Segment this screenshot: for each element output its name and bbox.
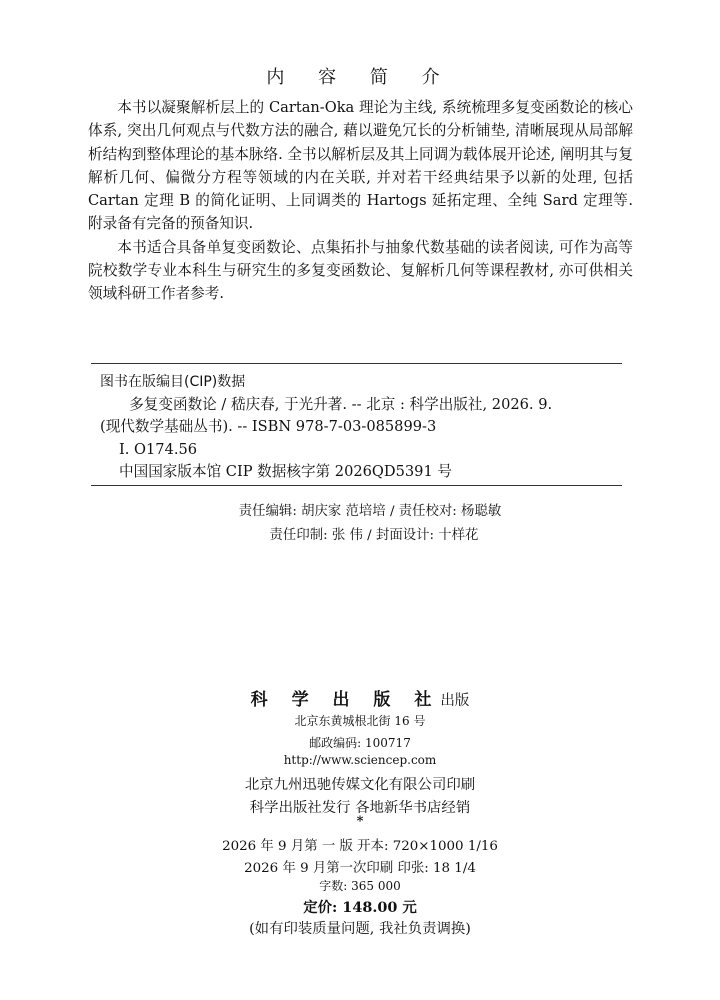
publisher-suffix: 出版 — [440, 693, 470, 709]
publisher-url: http://www.sciencep.com — [283, 753, 437, 767]
word-count: 字数: 365 000 — [319, 879, 401, 893]
publisher-logo: 科 学 出 版 社 — [250, 690, 441, 710]
cip-bottom-rule — [91, 485, 622, 486]
summary-title: 内 容 简 介 — [266, 67, 454, 88]
cip-heading: 图书在版编目(CIP)数据 — [100, 374, 246, 390]
publisher-postcode: 邮政编码: 100717 — [309, 736, 411, 750]
separator-star: * — [356, 814, 364, 829]
summary-body — [88, 96, 633, 306]
production-credits: 责任印制: 张 伟 / 封面设计: 十样花 — [269, 528, 479, 543]
cip-top-rule — [91, 363, 622, 364]
cip-title-line: 多复变函数论 / 嵇庆春, 于光升著. -- 北京 : 科学出版社, 2026. 9. — [129, 395, 553, 413]
impression-line: 2026 年 9 月第一次印刷 印张: 18 1/4 — [244, 861, 476, 876]
quality-note: (如有印装质量问题, 我社负责调换) — [249, 921, 471, 937]
cip-record-number-line: 中国国家版本馆 CIP 数据核字第 2026QD5391 号 — [119, 463, 452, 481]
cip-series-isbn-line: (现代数学基础丛书). -- ISBN 978-7-03-085899-3 — [100, 418, 437, 436]
summary-paragraph: 本书适合具备单复变函数论、点集拓扑与抽象代数基础的读者阅读, 可作为高等院校数学专业本科生与研究生的多复变函数论、复解析几何等课程教材, 亦可供相关领域科研工作者参考. — [88, 238, 633, 303]
publisher-address: 北京东黄城根北街 16 号 — [294, 714, 426, 728]
distribution-line: 科学出版社发行 各地新华书店经销 — [249, 800, 471, 816]
publisher-line — [0, 685, 720, 710]
editor-credits: 责任编辑: 胡庆家 范培培 / 责任校对: 杨聪敏 — [238, 504, 502, 519]
price: 定价: 148.00 元 — [303, 899, 417, 916]
cip-block — [100, 371, 634, 484]
summary-paragraph: 本书以凝聚解析层上的 Cartan-Oka 理论为主线, 系统梳理多复变函数论的核心体系, 突出几何观点与代数方法的融合, 藉以避免冗长的分析铺垫, 清晰展现从局部解析结构到整体理论的基本脉络. 全书以解析层及其上同调为载体展开论述, 阐明其与复解析几何、偏微分方程等领域的内在关联, 并对若干经典结果予以新的处理, 包括 Cartan 定理 B 的简化证明、上同调类的 Hartogs 延拓定理、全纯 Sard 定理等. 附录备有完备的预备知识. — [88, 99, 633, 233]
edition-line: 2026 年 9 月第 一 版 开本: 720×1000 1/16 — [222, 839, 498, 854]
printer-line: 北京九州迅驰传媒文化有限公司印刷 — [244, 777, 476, 793]
cip-classification-line: I. O174.56 — [119, 440, 198, 458]
